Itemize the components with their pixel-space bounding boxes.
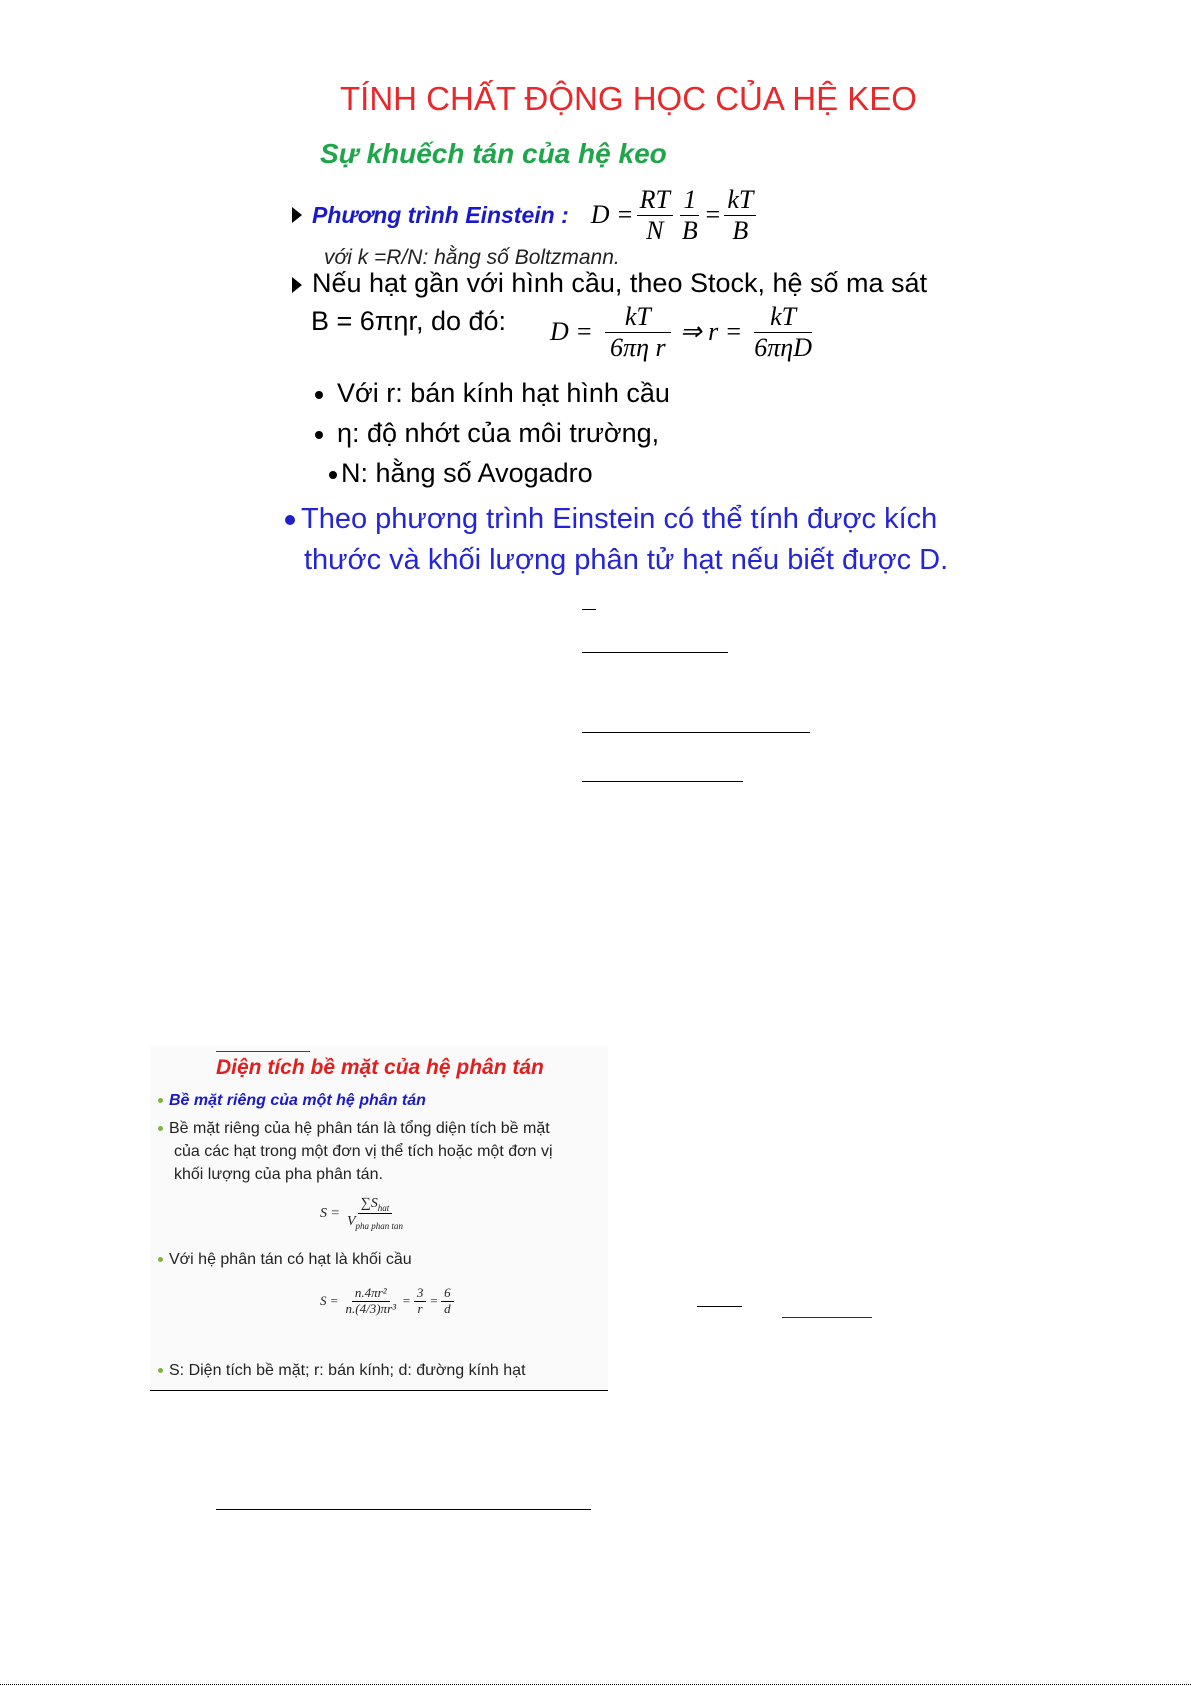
rule-line (582, 609, 596, 610)
slide2-paragraph: Bề mặt riêng của hệ phân tán là tổng diện tích bề mặt (158, 1120, 550, 1138)
einstein-row (292, 180, 759, 250)
slide-surface-area (150, 1046, 608, 1391)
conclusion-line-2: thước và khối lượng phân tử hạt nếu biết được D. (304, 544, 949, 576)
rule-line (216, 1509, 591, 1510)
slide2-formula-1: S = $\frac{\sum S_{hat}}{V_{pha phan tan}}$ (320, 1196, 404, 1231)
einstein-equation: D = $\frac{RT}{N}$ $\frac{1}{B}$ = $\frac{kT}{B}$ (591, 185, 760, 246)
boltzmann-note: với k =R/N: hằng số Boltzmann. (324, 246, 620, 269)
bottom-border (0, 1684, 1191, 1685)
slide2-legend: S: Diện tích bề mặt; r: bán kính; d: đường kính hạt (158, 1362, 526, 1380)
rule-line (582, 781, 743, 782)
slide2-heading: Bề mặt riêng của một hệ phân tán (158, 1092, 426, 1110)
rule-line (697, 1306, 742, 1307)
link-underline (782, 1317, 872, 1318)
stokes-equation: D = $\frac{kT}{\text{6πη r}}$ ⇒ r = $\frac{kT}{\text{6πηD}}$ (550, 302, 812, 362)
page-title: TÍNH CHẤT ĐỘNG HỌC CỦA HỆ KEO (340, 80, 917, 117)
rule-line (582, 732, 810, 733)
slide2-paragraph: của các hạt trong một đơn vị thể tích hoặc một đơn vị (174, 1143, 553, 1160)
arrow-bullet-icon (292, 277, 302, 293)
section-subtitle: Sự khuếch tán của hệ keo (320, 138, 667, 169)
slide2-sphere-line: Với hệ phân tán có hạt là khối cầu (158, 1251, 412, 1269)
rule-line (150, 1390, 608, 1391)
arrow-bullet-icon (292, 207, 302, 223)
slide2-formula-2: S = $\frac{\text{n.4πr²}}{\text{n.(4/3)πr³}}$ = $\frac{3}{r}$ = $\frac{6}{d}$ (320, 1286, 457, 1317)
bullet-item: Với r: bán kính hạt hình cầu (315, 378, 670, 409)
stock-line-2: B = 6πηr, do đó: (311, 306, 507, 336)
rule-line (582, 652, 728, 653)
slide2-paragraph: khối lượng của pha phân tán. (174, 1166, 383, 1183)
conclusion-line-1: Theo phương trình Einstein có thể tính được kích (285, 503, 937, 536)
slide2-title: Diện tích bề mặt của hệ phân tán (216, 1056, 544, 1079)
bullet-item: N: hằng số Avogadro (329, 458, 593, 489)
einstein-label: Phương trình Einstein : (312, 201, 569, 228)
bullet-item: η: độ nhớt của môi trường, (315, 418, 659, 449)
stock-line-1: Nếu hạt gần với hình cầu, theo Stock, hệ số ma sát (292, 268, 927, 299)
